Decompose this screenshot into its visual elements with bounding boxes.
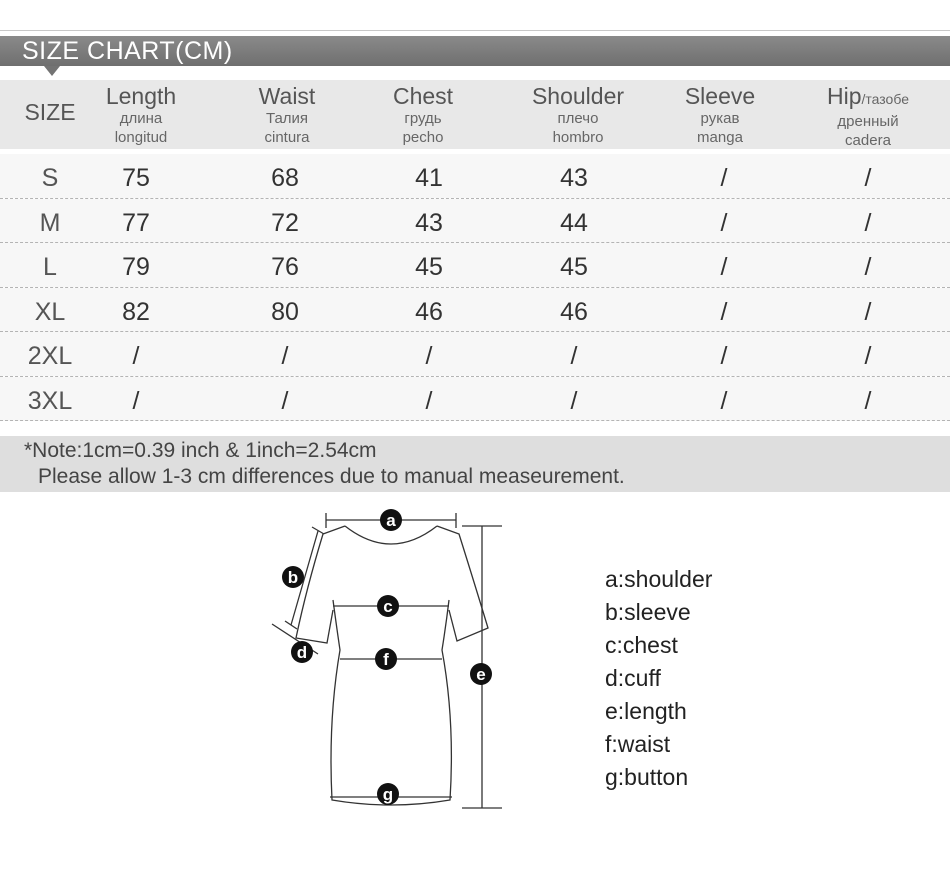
value-cell: 77 bbox=[122, 208, 150, 237]
size-cell: 2XL bbox=[27, 342, 73, 370]
column-header-es: longitud bbox=[114, 129, 168, 146]
column-header-label: Length bbox=[105, 83, 177, 109]
value-cell: / bbox=[281, 342, 289, 370]
column-header-ru: рукав bbox=[700, 110, 740, 127]
column-header-label: Shoulder bbox=[531, 83, 625, 109]
note-box bbox=[0, 436, 950, 492]
value-cell: 43 bbox=[560, 164, 588, 192]
value-cell: 44 bbox=[560, 208, 588, 237]
column-header-ru: плечо bbox=[557, 110, 599, 127]
value-cell: 46 bbox=[560, 297, 588, 326]
svg-text:g: g bbox=[382, 785, 394, 804]
value-cell: / bbox=[132, 386, 140, 415]
column-header-label: Hip bbox=[827, 83, 862, 109]
marker-b bbox=[282, 566, 304, 588]
column-header-shoulder bbox=[532, 80, 624, 149]
value-cell: 41 bbox=[415, 164, 443, 192]
value-cell: / bbox=[864, 208, 872, 237]
marker-g bbox=[377, 783, 399, 805]
title-pointer bbox=[44, 66, 60, 76]
legend-item: d:cuff bbox=[605, 665, 661, 691]
column-header-ru: длина bbox=[119, 110, 163, 127]
dress-body bbox=[331, 600, 451, 805]
column-header-ru-inline: /тазобе bbox=[861, 91, 909, 107]
size-cell: 3XL bbox=[27, 386, 73, 415]
value-cell: 79 bbox=[122, 253, 150, 281]
svg-text:e: e bbox=[476, 665, 486, 684]
note-line-1: *Note:1cm=0.39 inch & 1inch=2.54cm bbox=[24, 439, 377, 462]
value-cell: 82 bbox=[122, 297, 150, 326]
value-cell: / bbox=[132, 342, 140, 370]
table-row bbox=[0, 332, 950, 376]
dress-measurement-diagram bbox=[260, 500, 520, 820]
svg-text:f: f bbox=[383, 650, 389, 669]
value-cell: 43 bbox=[415, 208, 443, 237]
legend-item: e:length bbox=[605, 698, 687, 724]
title-bar bbox=[0, 36, 950, 66]
svg-text:d: d bbox=[296, 643, 308, 662]
legend-item: c:chest bbox=[605, 632, 678, 658]
svg-text:a: a bbox=[386, 511, 396, 530]
value-cell: / bbox=[864, 342, 872, 370]
value-cell: / bbox=[864, 253, 872, 281]
column-header-es: cadera bbox=[845, 132, 891, 149]
svg-text:c: c bbox=[383, 597, 393, 616]
column-header-waist bbox=[259, 80, 316, 149]
table-row bbox=[0, 243, 950, 287]
value-cell: / bbox=[864, 164, 872, 192]
page-title: SIZE CHART(CM) bbox=[22, 37, 233, 65]
legend-item: f:waist bbox=[605, 731, 671, 757]
value-cell: 75 bbox=[122, 164, 150, 192]
value-cell: / bbox=[281, 386, 289, 415]
value-cell: / bbox=[720, 297, 728, 326]
column-header-ru: дренный bbox=[837, 113, 899, 130]
legend-item: g:button bbox=[605, 764, 689, 790]
column-header-ru: Талия bbox=[265, 110, 309, 127]
marker-f bbox=[375, 648, 397, 670]
value-cell: 80 bbox=[271, 297, 299, 326]
measurement-legend bbox=[605, 563, 712, 794]
legend-item: a:shoulder bbox=[605, 566, 713, 592]
value-cell: / bbox=[720, 342, 728, 370]
column-header-label-row bbox=[827, 83, 909, 112]
marker-d bbox=[291, 641, 313, 663]
size-cell: M bbox=[39, 208, 61, 237]
size-header: SIZE bbox=[24, 99, 76, 125]
value-cell: / bbox=[720, 164, 728, 192]
value-cell: / bbox=[864, 297, 872, 326]
value-cell: / bbox=[570, 342, 578, 370]
marker-a bbox=[380, 509, 402, 531]
value-cell: 45 bbox=[560, 253, 588, 281]
column-header-es: manga bbox=[697, 129, 743, 146]
svg-text:b: b bbox=[287, 568, 299, 587]
column-header-hip bbox=[827, 80, 909, 149]
value-cell: / bbox=[425, 386, 433, 415]
value-cell: 72 bbox=[271, 208, 299, 237]
table-row bbox=[0, 199, 950, 243]
value-cell: / bbox=[720, 253, 728, 281]
table-header bbox=[0, 80, 950, 149]
top-divider bbox=[0, 30, 950, 31]
column-header-es: cintura bbox=[264, 129, 310, 146]
column-header-es: hombro bbox=[552, 129, 604, 146]
value-cell: 68 bbox=[271, 164, 299, 192]
marker-c bbox=[377, 595, 399, 617]
size-cell: XL bbox=[34, 297, 66, 326]
value-cell: / bbox=[864, 386, 872, 415]
column-header-label: Chest bbox=[392, 83, 454, 109]
sleeve-tick-bottom bbox=[285, 621, 297, 629]
legend-item: b:sleeve bbox=[605, 599, 691, 625]
column-header-ru: грудь bbox=[404, 110, 442, 127]
column-header-label: Sleeve bbox=[684, 83, 756, 109]
table-row bbox=[0, 377, 950, 421]
value-cell: / bbox=[720, 386, 728, 415]
size-cell: L bbox=[43, 253, 57, 281]
value-cell: 76 bbox=[271, 253, 299, 281]
table-row bbox=[0, 154, 950, 198]
value-cell: / bbox=[425, 342, 433, 370]
right-sleeve bbox=[437, 526, 488, 641]
value-cell: / bbox=[720, 208, 728, 237]
value-cell: 45 bbox=[415, 253, 443, 281]
value-cell: 46 bbox=[415, 297, 443, 326]
column-header-length bbox=[106, 80, 176, 149]
marker-e bbox=[470, 663, 492, 685]
left-sleeve bbox=[296, 526, 345, 643]
value-cell: / bbox=[570, 386, 578, 415]
column-header-chest bbox=[393, 80, 453, 149]
size-cell: S bbox=[41, 164, 59, 192]
column-header-es: pecho bbox=[402, 129, 444, 146]
column-header-sleeve bbox=[685, 80, 755, 149]
column-header-label: Waist bbox=[258, 83, 316, 109]
row-divider bbox=[0, 420, 950, 421]
table-row bbox=[0, 288, 950, 332]
note-line-2: Please allow 1-3 cm differences due to manual measeurement. bbox=[38, 465, 625, 488]
